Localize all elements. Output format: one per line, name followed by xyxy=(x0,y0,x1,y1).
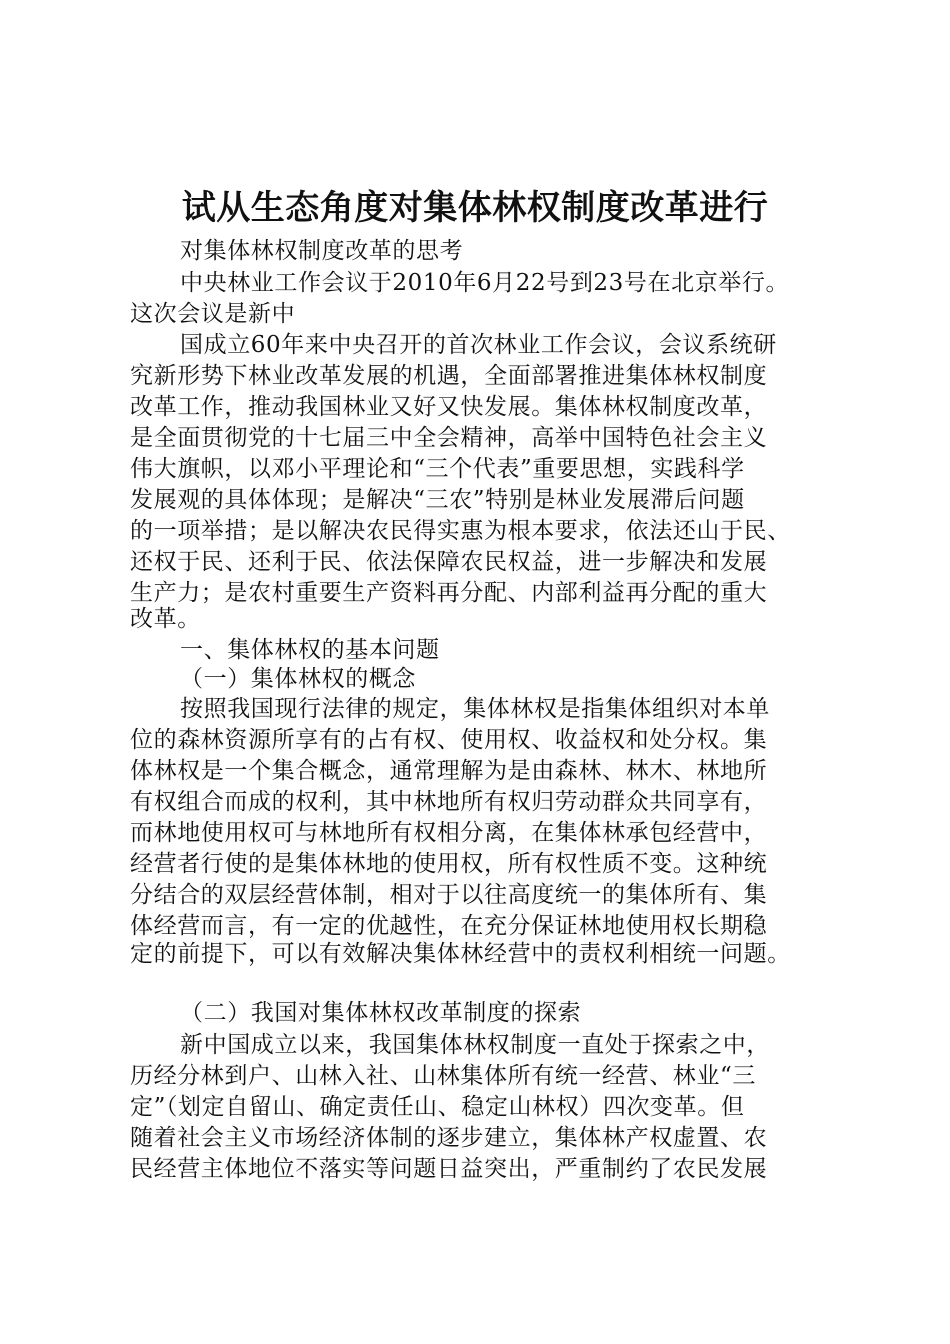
paragraph-line: 中央林业工作会议于2010年6月22号到23号在北京举行。 xyxy=(180,270,790,296)
paragraph-line: 改革。 xyxy=(130,606,201,632)
paragraph-line: 发展观的具体体现；是解决“三农”特别是林业发展滞后问题 xyxy=(130,487,745,513)
paragraph-line: 历经分林到户、山林入社、山林集体所有统一经营、林业“三 xyxy=(130,1063,756,1089)
paragraph-line: 而林地使用权可与林地所有权相分离，在集体林承包经营中， xyxy=(130,820,768,846)
paragraph-line: 还权于民、还利于民、依法保障农民权益，进一步解决和发展 xyxy=(130,549,768,575)
section-heading: 一、集体林权的基本问题 xyxy=(180,637,440,663)
subsection-heading: （一）集体林权的概念 xyxy=(180,666,416,692)
paragraph-line: 新中国成立以来，我国集体林权制度一直处于探索之中， xyxy=(180,1032,770,1058)
paragraph-line: 分结合的双层经营体制，相对于以往高度统一的集体所有、集 xyxy=(130,882,768,908)
paragraph-line: 民经营主体地位不落实等问题日益突出，严重制约了农民发展 xyxy=(130,1156,768,1182)
paragraph-line: 究新形势下林业改革发展的机遇，全面部署推进集体林权制度 xyxy=(130,363,768,389)
paragraph-line: 体经营而言，有一定的优越性，在充分保证林地使用权长期稳 xyxy=(130,913,768,939)
paragraph-line: 伟大旗帜，以邓小平理论和“三个代表”重要思想，实践科学 xyxy=(130,456,745,482)
paragraph-line: 位的森林资源所享有的占有权、使用权、收益权和处分权。集 xyxy=(130,727,768,753)
paragraph-line: 随着社会主义市场经济体制的逐步建立，集体林产权虚置、农 xyxy=(130,1125,768,1151)
paragraph-line: 定”（划定自留山、确定责任山、稳定山林权）四次变革。但 xyxy=(130,1094,745,1120)
subsection-heading: （二）我国对集体林权改革制度的探索 xyxy=(180,1000,582,1026)
paragraph-line: 这次会议是新中 xyxy=(130,301,296,327)
paragraph-line: 改革工作，推动我国林业又好又快发展。集体林权制度改革， xyxy=(130,394,768,420)
subtitle-line: 对集体林权制度改革的思考 xyxy=(180,238,464,264)
paragraph-line: 生产力；是农村重要生产资料再分配、内部利益再分配的重大 xyxy=(130,580,768,606)
paragraph-line: 经营者行使的是集体林地的使用权，所有权性质不变。这种统 xyxy=(130,851,768,877)
paragraph-line: 国成立60年来中央召开的首次林业工作会议，会议系统研 xyxy=(180,332,777,358)
paragraph-line: 定的前提下，可以有效解决集体林经营中的责权利相统一问题。 xyxy=(130,941,791,967)
paragraph-line: 体林权是一个集合概念，通常理解为是由森林、林木、林地所 xyxy=(130,758,768,784)
paragraph-line: 按照我国现行法律的规定，集体林权是指集体组织对本单 xyxy=(180,696,770,722)
document-title: 试从生态角度对集体林权制度改革进行 xyxy=(181,188,769,228)
paragraph-line: 的一项举措；是以解决农民得实惠为根本要求，依法还山于民、 xyxy=(130,518,791,544)
paragraph-line: 有权组合而成的权利，其中林地所有权归劳动群众共同享有， xyxy=(130,789,768,815)
paragraph-line: 是全面贯彻党的十七届三中全会精神，高举中国特色社会主义 xyxy=(130,425,768,451)
